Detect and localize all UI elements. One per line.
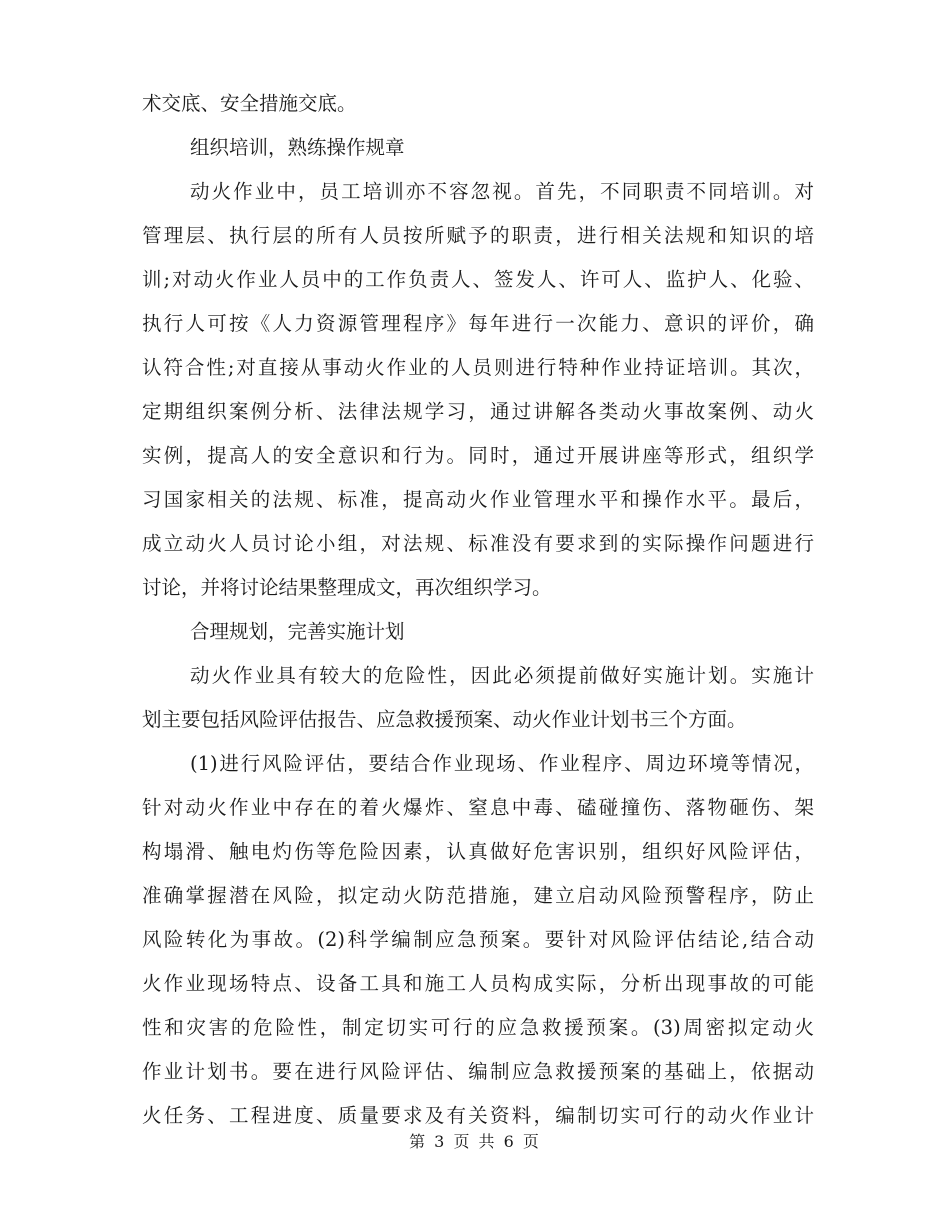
text-line: 构塌滑、触电灼伤等危险因素，认真做好危害识别，组织好风险评估，: [142, 840, 814, 863]
text-line: 针对动火作业中存在的着火爆炸、窒息中毒、磕碰撞伤、落物砸伤、架: [142, 796, 814, 819]
text-line: 执行人可按《人力资源管理程序》每年进行一次能力、意识的评价，确: [142, 312, 814, 335]
section-heading-training: 组织培训，熟练操作规章: [190, 136, 405, 159]
text-line: 习国家相关的法规、标准，提高动火作业管理水平和操作水平。最后，: [142, 488, 814, 511]
page-number-footer: 第 3 页 共 6 页: [409, 1132, 541, 1151]
body-text: [142, 82, 814, 1138]
text-line: 动火作业中，员工培训亦不容忽视。首先，不同职责不同培训。对: [190, 180, 814, 203]
text-line: 管理层、执行层的所有人员按所赋予的职责，进行相关法规和知识的培: [142, 224, 814, 247]
text-line: 成立动火人员讨论小组，对法规、标准没有要求到的实际操作问题进行: [142, 532, 814, 555]
text-line: 术交底、安全措施交底。: [142, 92, 357, 115]
text-line: 实例，提高人的安全意识和行为。同时，通过开展讲座等形式，组织学: [142, 444, 814, 467]
text-line: 作业计划书。要在进行风险评估、编制应急救援预案的基础上，依据动: [142, 1060, 814, 1083]
section-heading-planning: 合理规划，完善实施计划: [190, 620, 405, 643]
text-line: 风险转化为事故。(2)科学编制应急预案。要针对风险评估结论,结合动: [142, 928, 814, 951]
text-line: 划主要包括风险评估报告、应急救援预案、动火作业计划书三个方面。: [142, 708, 747, 731]
text-line: 训;对动火作业人员中的工作负责人、签发人、许可人、监护人、化验、: [142, 268, 814, 291]
text-line: (1)进行风险评估，要结合作业现场、作业程序、周边环境等情况，: [190, 752, 814, 775]
text-line: 定期组织案例分析、法律法规学习，通过讲解各类动火事故案例、动火: [142, 400, 814, 423]
text-line: 动火作业具有较大的危险性，因此必须提前做好实施计划。实施计: [190, 664, 814, 687]
text-line: 火作业现场特点、设备工具和施工人员构成实际，分析出现事故的可能: [142, 972, 814, 995]
text-line: 火任务、工程进度、质量要求及有关资料，编制切实可行的动火作业计: [142, 1104, 814, 1127]
text-line: 性和灾害的危险性，制定切实可行的应急救援预案。(3)周密拟定动火: [142, 1016, 814, 1039]
text-line: 准确掌握潜在风险，拟定动火防范措施，建立启动风险预警程序，防止: [142, 884, 814, 907]
text-line: 认符合性;对直接从事动火作业的人员则进行特种作业持证培训。其次，: [142, 356, 814, 379]
text-line: 讨论，并将讨论结果整理成文，再次组织学习。: [142, 576, 552, 599]
